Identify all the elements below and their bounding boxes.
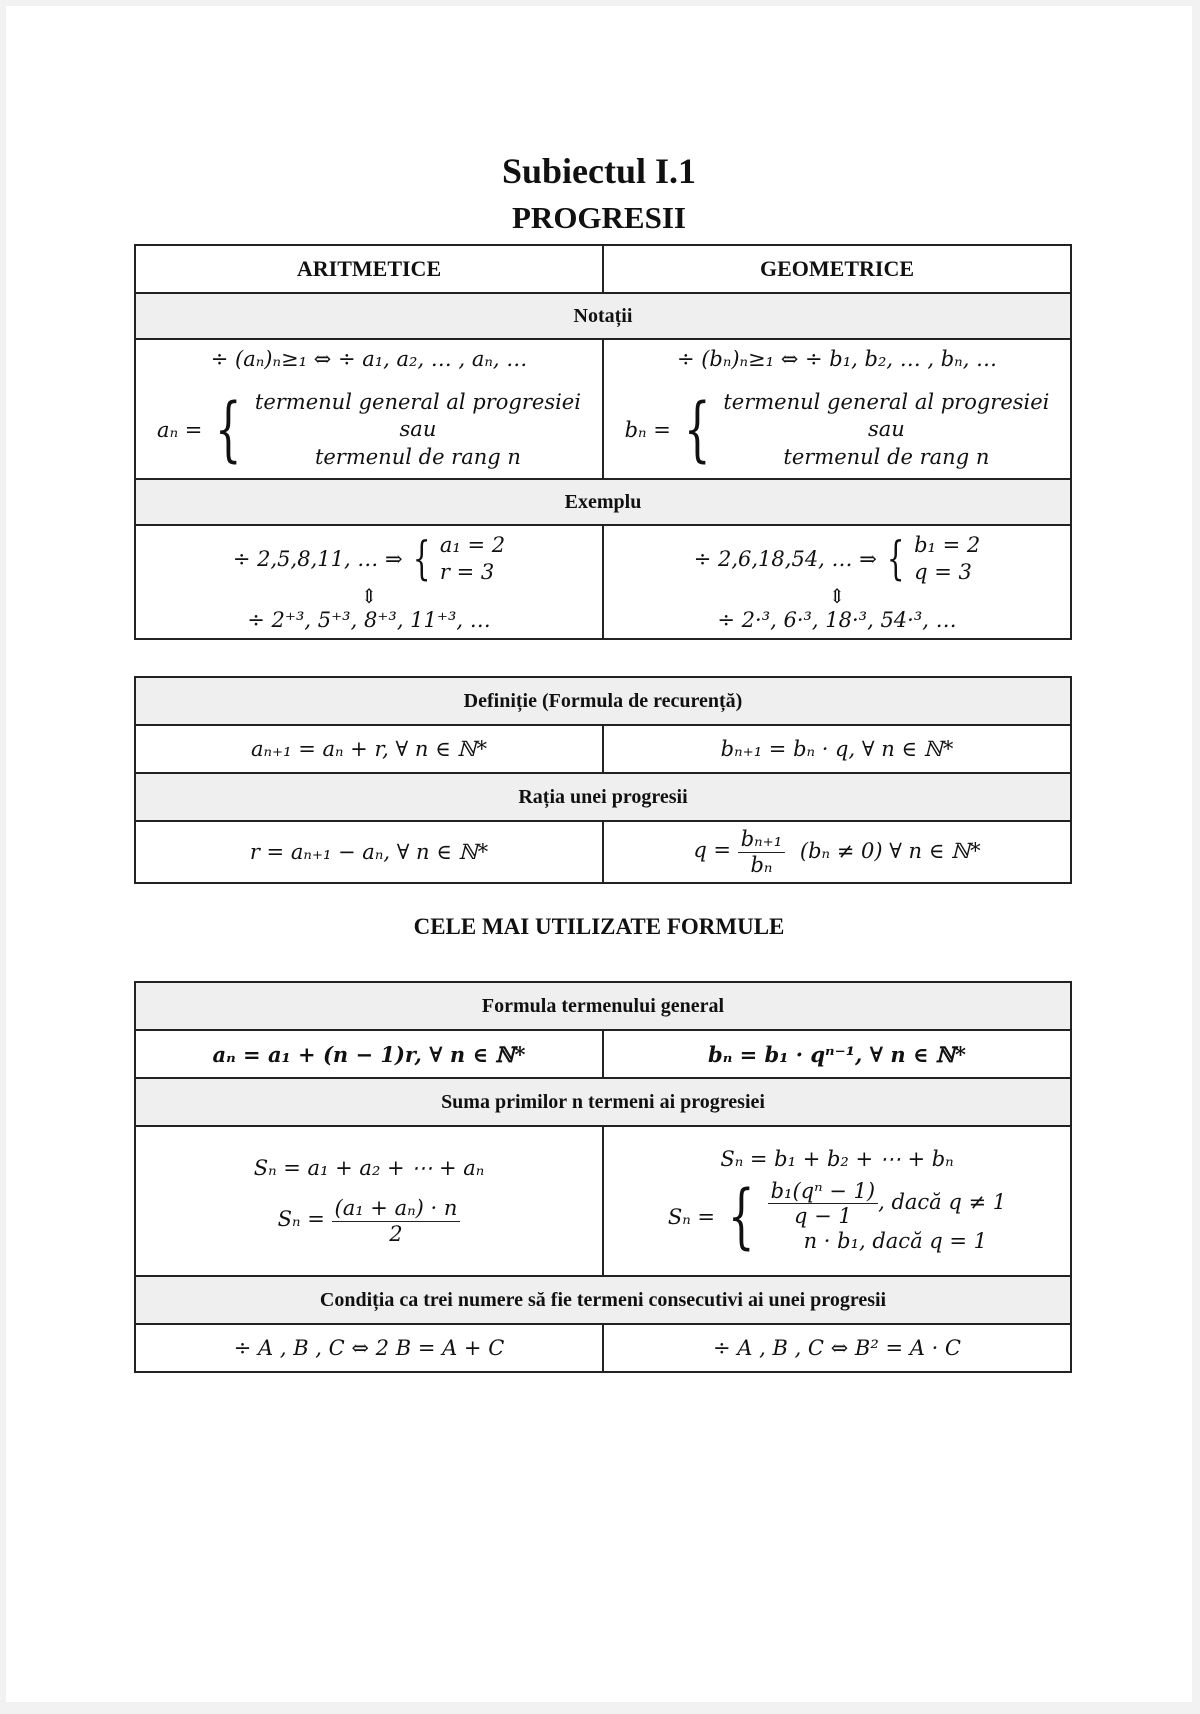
general-line-1: termenul general al progresiei (254, 390, 581, 415)
section-heading-formulas: CELE MAI UTILIZATE FORMULE (413, 914, 785, 939)
geom-sum-expanded: Sₙ = b₁ + b₂ + ⋯ + bₙ (720, 1146, 954, 1171)
arith-sum-cell (135, 1126, 603, 1276)
geom-general-formula: bₙ = b₁ · qⁿ⁻¹, ∀ n ∈ ℕ* (603, 1030, 1071, 1078)
geom-ratio-numerator: bₙ₊₁ (738, 827, 785, 852)
column-header-geometric: GEOMETRICE (603, 245, 1071, 293)
geom-ratio-cell (603, 821, 1071, 883)
brace-icon: { (727, 1175, 755, 1258)
arith-sum-numerator: (a₁ + aₙ) · n (332, 1196, 461, 1221)
geom-notation: ÷ (bₙ)ₙ≥₁ ⇔ ÷ b₁, b₂, … , bₙ, … (676, 347, 998, 372)
geom-ratio-rhs: (bₙ ≠ 0) ∀ n ∈ ℕ* (799, 838, 981, 863)
section-general-term: Formula termenului general (135, 982, 1071, 1030)
geom-sum-numerator: b₁(qⁿ − 1) (768, 1179, 879, 1204)
arith-general-term (157, 389, 581, 471)
section-ratio: Rația unei progresii (135, 773, 1071, 821)
section-definition: Definiție (Formula de recurență) (135, 677, 1071, 725)
geom-general-term (625, 389, 1050, 471)
page-subtitle: PROGRESII (512, 200, 686, 235)
section-notations: Notații (135, 293, 1071, 339)
brace-icon: { (412, 531, 431, 586)
notation-table (134, 244, 1072, 640)
geom-sum-condition-1: , dacă q ≠ 1 (878, 1189, 1007, 1214)
formulas-table (134, 981, 1072, 1373)
geom-sum-lhs: Sₙ = (667, 1204, 716, 1229)
geom-general-lhs: bₙ = (624, 417, 671, 442)
brace-icon: { (683, 388, 711, 471)
arith-example-a1: a₁ = 2 (439, 532, 506, 557)
general-line-2: sau (867, 417, 905, 442)
brace-icon: { (215, 388, 242, 471)
arith-notation: ÷ (aₙ)ₙ≥₁ ⇔ ÷ a₁, a₂, … , aₙ, … (210, 347, 528, 372)
brace-icon: { (886, 531, 905, 586)
arith-example-cell (135, 525, 603, 639)
geom-notation-cell (603, 339, 1071, 479)
general-line-1: termenul general al progresiei (723, 390, 1050, 415)
page-title: Subiectul I.1 (501, 151, 697, 191)
column-header-arithmetic: ARITMETICE (135, 245, 603, 293)
general-line-2: sau (399, 417, 437, 442)
geom-example-seq2: ÷ 2·³, 6·³, 18·³, 54·³, … (717, 608, 957, 633)
geom-ratio-fraction (738, 827, 785, 876)
geom-ratio-lhs: q = (693, 838, 732, 863)
arith-recurrence: aₙ₊₁ = aₙ + r, ∀ n ∈ ℕ* (135, 725, 603, 773)
section-condition: Condiția ca trei numere să fie termeni consecutivi ai unei progresii (135, 1276, 1071, 1324)
geom-example-b1: b₁ = 2 (914, 532, 981, 557)
arith-notation-cell (135, 339, 603, 479)
geom-example-q: q = 3 (914, 560, 972, 584)
geom-sum-denominator: q − 1 (793, 1203, 852, 1228)
geom-sum-cell (603, 1126, 1071, 1276)
arith-sum-fraction (332, 1196, 461, 1245)
arith-ratio: r = aₙ₊₁ − aₙ, ∀ n ∈ ℕ* (135, 821, 603, 883)
general-line-3: termenul de rang n (314, 444, 521, 469)
arith-example-seq: ÷ 2,5,8,11, … ⇒ (232, 547, 403, 571)
geom-example-seq: ÷ 2,6,18,54, … ⇒ (693, 547, 877, 571)
equivalence-arrow-icon: ⇕ (828, 586, 846, 609)
general-line-3: termenul de rang n (783, 444, 990, 469)
geom-example-cell (603, 525, 1071, 639)
arith-example-seq2: ÷ 2⁺³, 5⁺³, 8⁺³, 11⁺³, … (247, 608, 491, 633)
geom-sum-fraction (768, 1179, 879, 1228)
arith-general-formula: aₙ = a₁ + (n − 1)r, ∀ n ∈ ℕ* (135, 1030, 603, 1078)
arith-general-lhs: aₙ = (157, 417, 203, 442)
arith-example-r: r = 3 (439, 560, 495, 584)
arith-condition: ÷ A , B , C ⇔ 2 B = A + C (135, 1324, 603, 1372)
arith-sum-denominator: 2 (389, 1221, 403, 1246)
geom-recurrence: bₙ₊₁ = bₙ · q, ∀ n ∈ ℕ* (603, 725, 1071, 773)
geom-condition: ÷ A , B , C ⇔ B² = A · C (603, 1324, 1071, 1372)
section-example: Exemplu (135, 479, 1071, 525)
section-sum: Suma primilor n termeni ai progresiei (135, 1078, 1071, 1126)
arith-sum-expanded: Sₙ = a₁ + a₂ + ⋯ + aₙ (253, 1156, 485, 1181)
document-page (6, 6, 1192, 1702)
geom-sum-case-2: n · b₁, dacă q = 1 (803, 1228, 988, 1253)
definition-table (134, 676, 1072, 884)
equivalence-arrow-icon: ⇕ (360, 586, 378, 609)
geom-ratio-denominator: bₙ (750, 852, 773, 877)
arith-sum-lhs: Sₙ = (277, 1207, 325, 1232)
